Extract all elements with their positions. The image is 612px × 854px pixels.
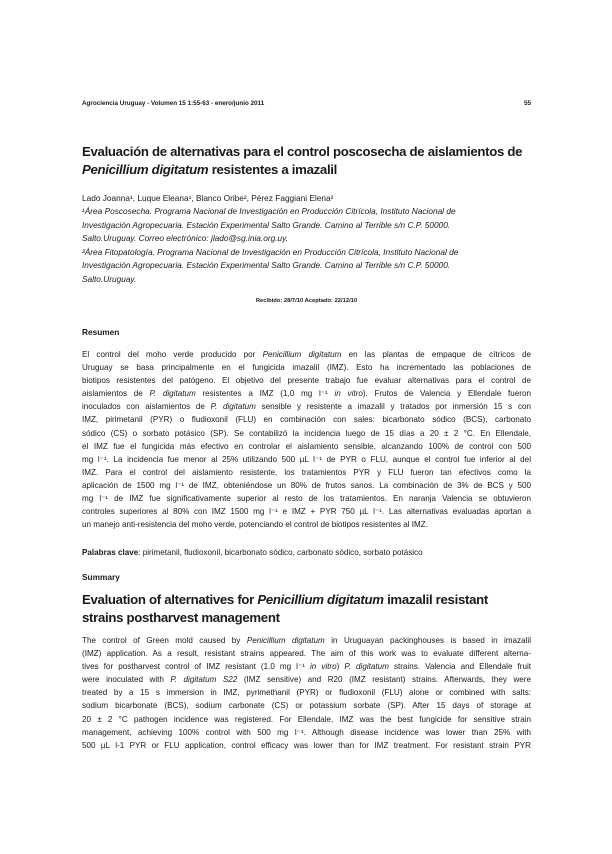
article-title [82,143,531,179]
text-run: 500 µL l-1 PYR or FLU application, control efficacy was lower than for IMZ treatment. For resistant strain PYR [82,740,531,750]
text-line [82,466,531,479]
text-run: El control del moho verde producido por [82,350,263,359]
text-line [82,479,531,492]
affiliation-line: Investigación Agropecuaria. Estación Experimental Salto Grande. Camino al Terrible s/n C.P. 50000. [82,260,451,270]
text-line [82,374,531,387]
title-line-1: Evaluación de alternativas para el control poscosecha de aislamientos de [82,144,523,159]
text-run: tives for postharvest control of IMZ resistant (1.0 mg l⁻¹ [82,662,310,672]
text-run: aislamientos de [82,389,150,399]
text-run: in Uruguayan packinghouses is based in imazalil [324,636,531,645]
text-line [82,413,531,426]
text-run: un manejo anti-resistencia del moho verde, potenciando el control de biotipos resistentes al IMZ. [82,520,428,530]
affiliation-line: Salto.Uruguay. [82,273,137,284]
text-run: ). Frutos de Valencia y Ellendale fueron [362,389,531,399]
summary-title-line-1 [82,591,531,609]
text-run: resistentes a IMZ (1,0 mg l⁻¹ [195,389,335,399]
text-run: mg l⁻¹. La incidencia fue menor al 25% utilizando 500 µL l⁻¹ de PYR o FLU, aunque el control fue inferior al del [82,454,531,464]
text-line [82,739,531,752]
italic-text: in vitro [309,662,337,672]
italic-text: P. digitatum [149,389,196,399]
received-accepted-dates: Recibido: 28/7/10 Aceptado: 22/12/10 [255,298,358,304]
text-run: 20 ± 2 °C pathogen incidence was registered. For Ellendale, IMZ was the best fungicide for sensitive strain [82,714,531,724]
running-header [82,100,531,107]
text-run: sodium bicarbonate (BCS), sodium carbonate (CS) or potassium sorbate (SP). After 15 days of storage at [82,701,531,711]
text-line [82,660,531,673]
summary-body [82,634,531,752]
text-line [82,518,531,531]
text-run: aplicación de 1500 mg l⁻¹ de IMZ, obteniéndose un 80% de frutos sanos. La combinación de 3% de BCS y 500 [82,480,531,490]
text-line [82,440,531,453]
italic-text: Penicillium digitatum [246,636,325,645]
text-line [82,453,531,466]
text-run: sensible y resistente a imazalil y tratados por inmersión 15 s con [255,402,531,412]
text-line [82,634,531,647]
text-run: en las plantas de empaque de cítricos de [341,350,531,359]
text-line [82,505,531,518]
text-line [82,726,531,739]
text-run: mg l⁻¹ de IMZ fue significativamente superior al resto de los tratamientos. En naranja Valencia se obtuvieron [82,494,531,504]
text-run: inoculados con aislamientos de [82,402,211,412]
text-run: el IMZ fue el fungicida más efectivo en controlar el aislamiento sensible, alcanzando 100% de control con 500 [82,441,531,451]
affiliation-line: ¹Área Poscosecha. Programa Nacional de Investigación en Producción Citrícola, Instituto Nacional de [82,206,456,216]
italic-text: Penicillium digitatum [262,350,342,359]
italic-text: in vitro [334,389,363,399]
page-number: 55 [523,100,531,107]
keywords-text: : pirimetanil, fludioxonil, bicarbonato sódico, carbonato sódico, sorbato potásico [138,548,423,557]
italic-text: P. digitatum [210,402,256,412]
affiliations [82,205,531,286]
text-line [82,387,531,400]
resumen-body [82,348,531,531]
text-run: sódico (CS) o sorbato potásico (SP). Se contabilizó la incidencia luego de 15 días a 20 ± 2 °C. En Ellendale, [82,428,531,438]
title-species: Penicillium digitatum [82,162,209,177]
italic-text: P. digitatum [344,662,389,672]
keywords [82,546,531,559]
text-run: ) [336,662,345,672]
journal-citation: Agrociencia Uruguay - Volumen 15 1:55-63 - enero/junio 2011 [82,100,265,107]
text-line [82,492,531,505]
text-run: (IMZ sensitive) and R20 (IMZ resistant) strains. Afterwards, they were [237,675,531,685]
affiliation-line: Investigación Agropecuaria. Estación Experimental Salto Grande. Camino al Terrible s/n C.P. 50000. [82,219,451,230]
summary-title-part: Evaluation of alternatives for [82,592,258,607]
title-line-2 [82,161,531,179]
text-line [82,348,531,361]
text-run: controles superiores al 80% con IMZ 1500 mg l⁻¹ e IMZ + PYR 750 µL l⁻¹. Las alternativas evaluadas aportan a [82,507,531,517]
text-run: were inoculated with [82,675,171,685]
summary-title [82,591,531,627]
italic-text: P. digitatum S22 [170,675,238,685]
affiliation-line: Salto.Uruguay. Correo electrónico: jlado@sg.inia.org.uy. [82,233,288,243]
text-line [82,699,531,712]
summary-heading: Summary [82,572,120,582]
text-run: Uruguay se basa principalmente en el fungicida imazalil (IMZ). Esto ha incrementado las poblaciones de [82,363,531,373]
text-line [82,647,531,660]
text-run: IMZ, pirimetanil (PYR) o fludioxonil (FLU) en combinación con sales: bicarbonato sódico (BCS), carbonato [82,415,531,425]
text-line [82,361,531,374]
affiliation-line: ²Área Fitopatología. Programa Nacional de Investigación en Producción Citrícola, Instituto Nacional de [82,246,459,257]
summary-title-line-2: strains postharvest management [82,610,280,625]
resumen-heading: Resumen [82,327,120,337]
text-line [82,400,531,413]
text-run: (IMZ) application. As a result, resistant strains appeared. The aim of this work was to evaluate different alterna- [82,649,531,659]
title-rest: resistentes a imazalil [208,162,338,177]
summary-title-species: Penicillium digitatum [257,592,384,607]
text-run: strains. Valencia and Ellendale fruit [388,662,531,672]
keywords-label: Palabras clave [82,548,139,557]
text-line [82,427,531,440]
text-run: IMZ. Para el control del aislamiento resistente, los tratamientos PYR y FLU fueron tan efectivos como la [82,467,531,477]
summary-title-part: imazalil resistant [383,592,488,607]
text-line [82,686,531,699]
text-run: treated by a 15 s immersion in IMZ, pyrimethanil (PYR) or fludioxonil (FLU) alone or combined with salts: [82,688,531,698]
text-run: The control of Green mold caused by [82,636,247,645]
authors: Lado Joanna¹, Luque Eleana¹, Blanco Oribe², Pérez Faggiani Elena² [82,193,334,203]
text-line [82,713,531,726]
text-run: biotipos resistentes del patógeno. El objetivo del presente trabajo fue evaluar alternativas para el control de [82,376,531,386]
text-line [82,673,531,686]
text-run: management, achieving 100% control with 500 mg l⁻¹. Although disease incidence was lower than 25% with [82,727,531,737]
